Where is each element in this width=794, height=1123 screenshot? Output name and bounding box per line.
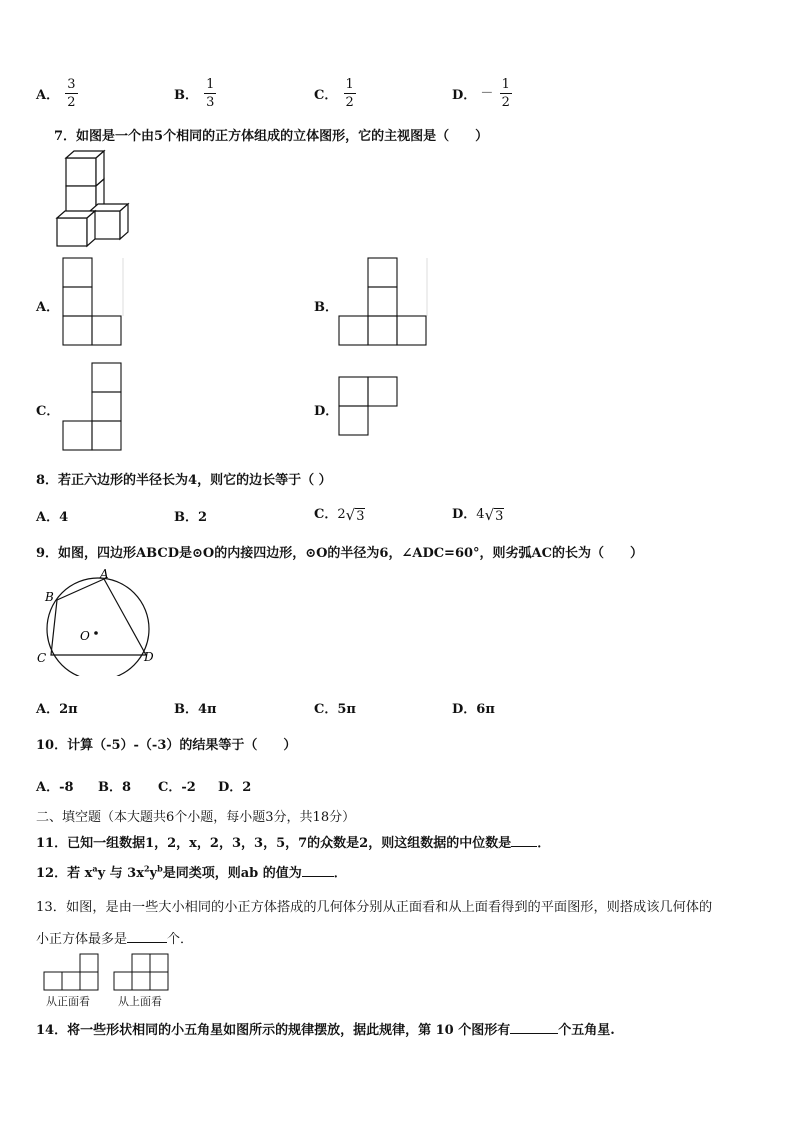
coefficient: 2	[337, 507, 346, 522]
numerator: 3	[67, 77, 76, 92]
answer-blank[interactable]	[511, 845, 537, 847]
option-sign: －	[480, 86, 494, 101]
q9-circle-figure	[34, 566, 164, 676]
numerator: 1	[345, 77, 354, 92]
q9-option-c: C．5π	[314, 702, 356, 717]
denominator: 2	[345, 95, 354, 110]
q8-option-a: A．4	[36, 510, 69, 525]
denominator: 3	[206, 95, 215, 110]
q13-line2-post: 个．	[167, 932, 194, 947]
denominator: 2	[501, 95, 510, 110]
option-label: B．	[174, 88, 198, 103]
radicand: 3	[356, 508, 365, 524]
q7-option-c-figure	[62, 362, 124, 454]
option-label: C．	[314, 88, 338, 103]
q7-option-b-label: B．	[314, 300, 338, 315]
q13-line2-pre: 小正方体最多是	[36, 932, 128, 947]
fraction	[204, 78, 216, 109]
q14-pre: 14．将一些形状相同的小五角星如图所示的规律摆放，据此规律，第 10 个图形有	[36, 1023, 511, 1038]
q6-option-b	[174, 78, 216, 109]
q6-option-d	[452, 78, 512, 109]
q11-stem: 11．已知一组数据1，2，x，2，3，3，5，7的众数是2，则这组数据的中位数是	[36, 836, 512, 851]
radicand: 3	[495, 508, 504, 524]
fraction	[65, 78, 77, 109]
label-a: A	[100, 567, 109, 581]
answer-blank[interactable]	[510, 1032, 558, 1034]
q13-top-view	[112, 953, 172, 991]
q7-stem: 7．如图是一个由5个相同的正方体组成的立体图形，它的主视图是（ ）	[54, 129, 489, 144]
q8-stem: 8．若正六边形的半径长为4，则它的边长等于（ ）	[36, 473, 332, 488]
label-b: B	[45, 590, 54, 604]
fraction	[500, 78, 512, 109]
sqrt-expression	[346, 506, 366, 524]
q6-option-c	[314, 78, 356, 109]
label-o: O	[80, 629, 90, 643]
q12-pre: 12．若 x	[36, 866, 93, 881]
q14-post: 个五角星.	[558, 1023, 615, 1038]
q8-option-b: B．2	[174, 510, 208, 525]
q7-option-a-figure	[62, 257, 124, 349]
q13-front-caption: 从正面看	[46, 995, 90, 1008]
label-d: D	[144, 650, 154, 664]
q8-option-d	[452, 503, 504, 524]
fraction	[344, 78, 356, 109]
q10-option-a: A．-8	[36, 780, 74, 795]
q12-post: 是同类项，则ab 的值为	[162, 866, 302, 881]
q11-end: ．	[537, 836, 551, 851]
option-label: A．	[36, 88, 60, 103]
numerator: 1	[206, 77, 215, 92]
q9-option-d: D．6π	[452, 702, 495, 717]
exponent: a	[92, 863, 98, 874]
q7-solid-figure	[54, 148, 134, 248]
q6-option-a	[36, 78, 78, 109]
q10-stem: 10．计算（-5）-（-3）的结果等于（ ）	[36, 738, 297, 753]
section-2-title: 二、填空题（本大题共6个小题，每小题3分，共18分）	[36, 810, 356, 825]
q10-option-d: D．2	[218, 780, 252, 795]
q7-option-d-figure	[338, 376, 400, 438]
q12	[36, 862, 347, 881]
q8-option-c	[314, 503, 365, 524]
q12-mid: y 与 3x	[97, 866, 144, 881]
answer-blank[interactable]	[127, 941, 167, 943]
q12-mid: y	[149, 866, 158, 881]
denominator: 2	[67, 95, 76, 110]
q12-end: ．	[333, 866, 347, 881]
q7-option-b-figure	[338, 257, 430, 349]
q9-option-b: B．4π	[174, 702, 217, 717]
q13-line1: 13．如图，是由一些大小相同的小正方体搭成的几何体分别从正面看和从上面看得到的平面图形，则搭成该几何体的	[36, 900, 713, 915]
radical-sign: √	[345, 505, 356, 524]
exponent: 2	[143, 863, 150, 874]
q10-option-c: C．-2	[158, 780, 196, 795]
q11	[36, 832, 550, 851]
q13-front-view	[42, 953, 102, 991]
q9-stem: 9．如图，四边形ABCD是⊙O的内接四边形，⊙O的半径为6，∠ADC=60°，则劣弧AC的长为（ ）	[36, 546, 643, 561]
q10-option-b: B．8	[98, 780, 132, 795]
numerator: 1	[501, 77, 510, 92]
coefficient: 4	[476, 507, 485, 522]
answer-blank[interactable]	[302, 875, 334, 877]
option-label: D．	[452, 88, 477, 103]
option-label: D．	[452, 507, 477, 522]
q7-option-c-label: C．	[36, 404, 60, 419]
q9-option-a: A．2π	[36, 702, 78, 717]
q7-option-d-label: D．	[314, 404, 339, 419]
q13-line2	[36, 928, 193, 947]
q7-option-a-label: A．	[36, 300, 60, 315]
circle-o	[47, 578, 149, 676]
label-c: C	[37, 651, 47, 665]
option-label: C．	[314, 507, 338, 522]
q13-top-caption: 从上面看	[118, 995, 162, 1008]
q14	[36, 1019, 615, 1038]
radical-sign: √	[484, 505, 495, 524]
center-point	[94, 631, 98, 635]
sqrt-expression	[485, 506, 505, 524]
exponent: b	[157, 863, 163, 874]
